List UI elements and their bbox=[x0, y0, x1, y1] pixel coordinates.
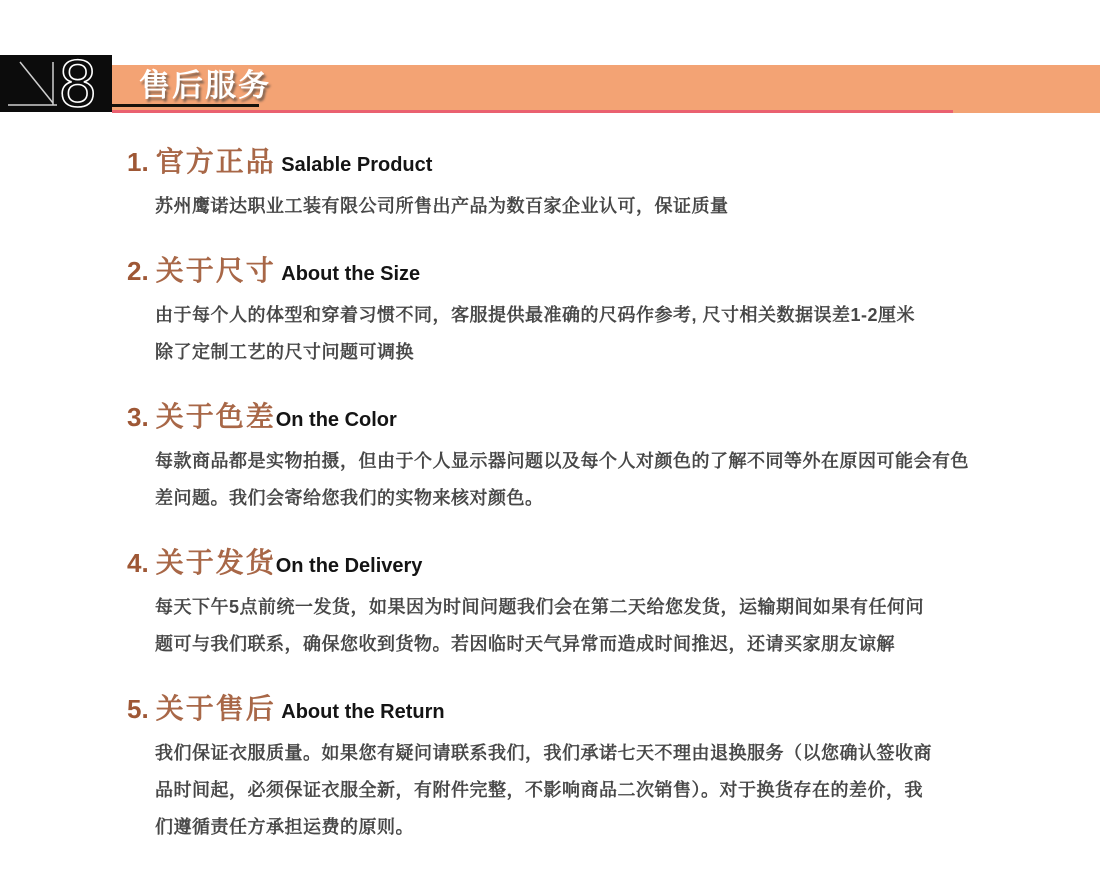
service-sections bbox=[127, 143, 1057, 873]
arrow-down-right-icon bbox=[8, 62, 57, 105]
section-body bbox=[155, 443, 1057, 517]
section-index-box bbox=[0, 55, 112, 112]
section-number: 1. bbox=[127, 147, 149, 177]
section-title-zh: 官方正品 bbox=[155, 146, 276, 177]
section-number: 4. bbox=[127, 548, 149, 578]
section-number: 3. bbox=[127, 402, 149, 432]
section-heading bbox=[127, 544, 1057, 587]
section-about-return bbox=[127, 690, 1057, 846]
page-title: 售后服务 bbox=[139, 68, 271, 103]
section-about-color bbox=[127, 398, 1057, 517]
band-accent-line bbox=[112, 110, 953, 113]
body-line: 由于每个人的体型和穿着习惯不同，客服提供最准确的尺码作参考, 尺寸相关数据误差1-2厘米 bbox=[155, 305, 916, 325]
section-body bbox=[155, 735, 1057, 846]
section-heading bbox=[127, 143, 1057, 186]
body-line: 题可与我们联系，确保您收到货物。若因临时天气异常而造成时间推迟，还请买家朋友谅解 bbox=[155, 634, 895, 654]
section-title-en: Salable Product bbox=[275, 154, 433, 176]
section-heading bbox=[127, 398, 1057, 441]
body-line: 苏州鹰诺达职业工装有限公司所售出产品为数百家企业认可，保证质量 bbox=[155, 196, 729, 216]
index-number: 8 bbox=[58, 55, 98, 112]
body-line: 除了定制工艺的尺寸问题可调换 bbox=[155, 342, 414, 362]
section-title-en: On the Color bbox=[275, 409, 397, 431]
section-about-delivery bbox=[127, 544, 1057, 663]
section-number: 2. bbox=[127, 256, 149, 286]
body-line: 品时间起，必须保证衣服全新，有附件完整，不影响商品二次销售）。对于换货存在的差价，我 bbox=[155, 780, 923, 800]
section-body bbox=[155, 188, 1057, 225]
title-underline bbox=[112, 104, 259, 107]
section-title-zh: 关于发货 bbox=[155, 547, 276, 578]
body-line: 们遵循责任方承担运费的原则。 bbox=[155, 817, 414, 837]
section-heading bbox=[127, 690, 1057, 733]
section-about-size bbox=[127, 252, 1057, 371]
section-number: 5. bbox=[127, 694, 149, 724]
section-title-zh: 关于售后 bbox=[155, 693, 276, 724]
section-body bbox=[155, 589, 1057, 663]
body-line: 每款商品都是实物拍摄，但由于个人显示器问题以及每个人对颜色的了解不同等外在原因可能会有色 bbox=[155, 451, 969, 471]
section-title-zh: 关于色差 bbox=[155, 401, 276, 432]
section-genuine-product bbox=[127, 143, 1057, 225]
body-line: 每天下午5点前统一发货，如果因为时间问题我们会在第二天给您发货，运输期间如果有任何问 bbox=[155, 597, 925, 617]
section-title-en: About the Size bbox=[275, 263, 421, 285]
section-heading bbox=[127, 252, 1057, 295]
body-line: 我们保证衣服质量。如果您有疑问请联系我们，我们承诺七天不理由退换服务（以您确认签收商 bbox=[155, 743, 932, 763]
section-body bbox=[155, 297, 1057, 371]
body-line: 差问题。我们会寄给您我们的实物来核对颜色。 bbox=[155, 488, 544, 508]
section-title-zh: 关于尺寸 bbox=[155, 255, 276, 286]
section-title-en: About the Return bbox=[275, 701, 445, 723]
section-title-en: On the Delivery bbox=[275, 555, 423, 577]
